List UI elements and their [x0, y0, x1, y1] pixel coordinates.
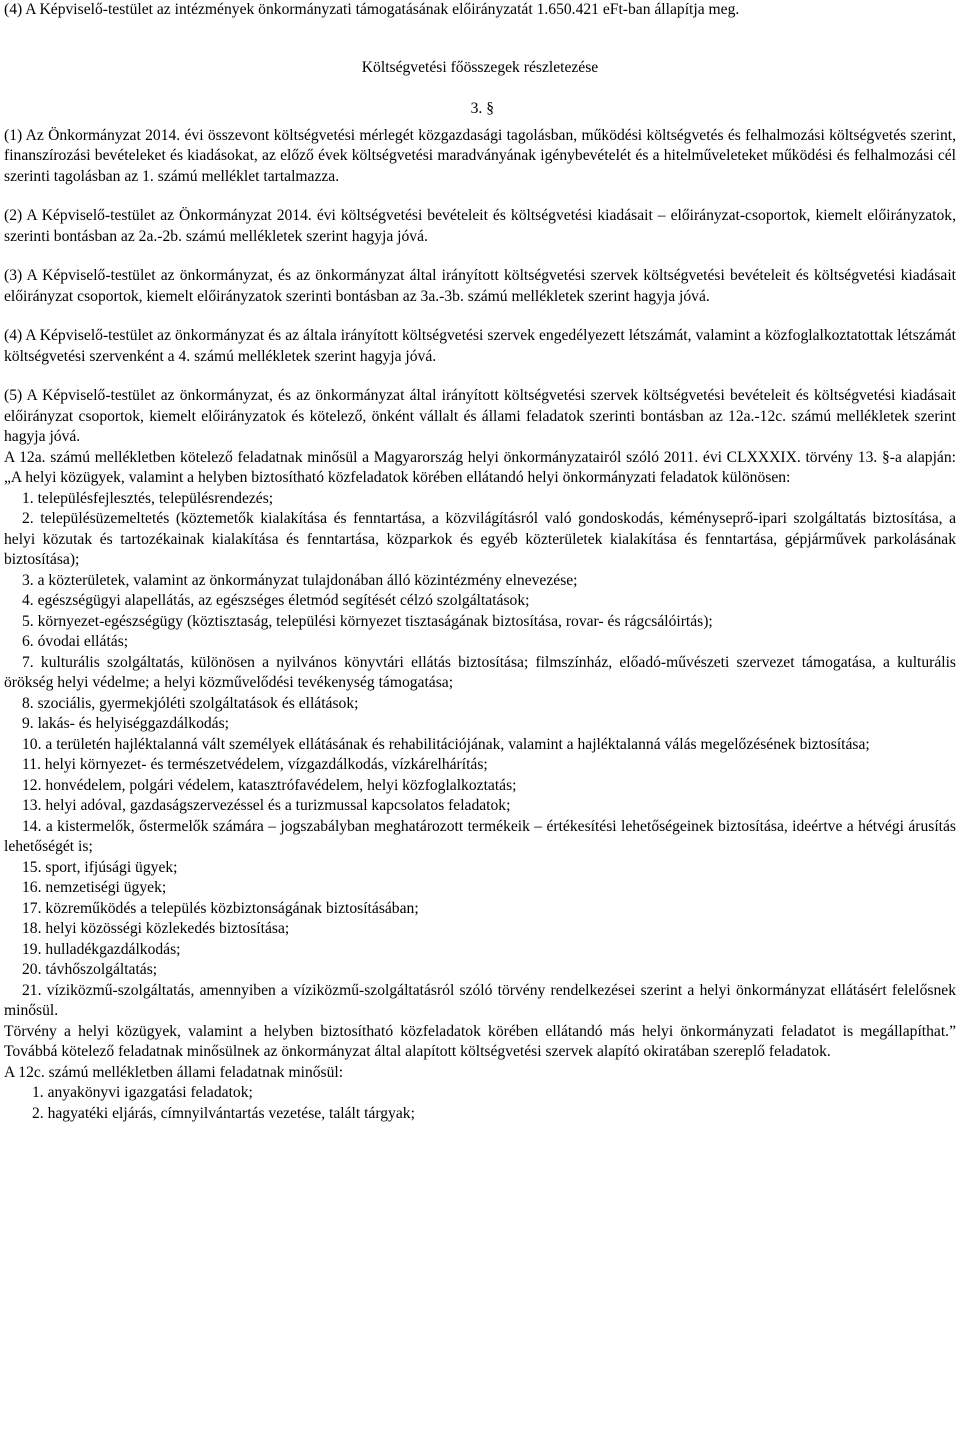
list-item: 7. kulturális szolgáltatás, különösen a nyilvános könyvtári ellátás biztosítása; filmszínház, előadó-művészeti szervezet támogatása, a kulturális örökség helyi védelme; a helyi közművelődési tevékenység támogatása;	[4, 653, 956, 691]
list-item: 19. hulladékgazdálkodás;	[22, 940, 181, 958]
list-item: 18. helyi közösségi közlekedés biztosítása;	[22, 920, 290, 937]
list-12c-intro: A 12c. számú mellékletben állami feladatnak minősül:	[4, 1063, 344, 1081]
list-item: 15. sport, ifjúsági ügyek;	[22, 858, 178, 876]
list-item: 21. víziközmű-szolgáltatás, amennyiben a víziközmű-szolgáltatásról szóló törvény rendelkezései szerint a helyi önkormányzat ellátásért felelősnek minősül.	[4, 981, 956, 1019]
paragraph-5-continued: A 12a. számú mellékletben kötelező feladatnak minősül a Magyarország helyi önkormányzatairól szóló 2011. évi CLXXXIX. törvény 13. §-a alapján: „A helyi közügyek, valamint a helyben biztosítható közfeladatok körében ellátandó helyi önkormányzati feladatok különösen:	[4, 448, 956, 486]
list-12c-item: 1. anyakönyvi igazgatási feladatok;	[32, 1084, 253, 1101]
list-item: 3. a közterületek, valamint az önkormányzat tulajdonában álló közintézmény elnevezése;	[22, 571, 578, 589]
list-item: 16. nemzetiségi ügyek;	[22, 879, 167, 896]
closing-paragraph: Törvény a helyi közügyek, valamint a helyben biztosítható közfeladatok körében ellátandó más helyi önkormányzati feladatot is megállapíthat.” Továbbá kötelező feladatnak minősülnek az önkormányzat által alapított költségvetési szervek alapító okiratában szereplő feladatok.	[4, 1022, 956, 1060]
list-item: 20. távhőszolgáltatás;	[22, 961, 158, 978]
paragraph-2: (2) A Képviselő-testület az Önkormányzat 2014. évi költségvetési bevételeit és költségvetési kiadásait – előirányzat-csoportok, kiemelt előirányzatok, szerinti bontásban az 2a.-2b. számú mellékletek szerint hagyja jóvá.	[4, 207, 956, 245]
list-item: 11. helyi környezet- és természetvédelem, vízgazdálkodás, vízkárelhárítás;	[22, 756, 488, 773]
list-item: 13. helyi adóval, gazdaságszervezéssel és a turizmussal kapcsolatos feladatok;	[22, 797, 511, 814]
section-number: 3. §	[470, 100, 494, 117]
paragraph-5: (5) A Képviselő-testület az önkormányzat, és az önkormányzat által irányított költségvetési szervek költségvetési bevételeit és költségvetési kiadásait előirányzat csoportok, kiemelt előirányzatok és kötelező, önként vállalt és állami feladatok szerinti bontásban az 12a.-12c. számú mellékletek szerint hagyja jóvá.	[4, 387, 956, 445]
list-item: 10. a területén hajléktalanná vált személyek ellátásának és rehabilitációjának, valamint a hajléktalanná válás megelőzésének biztosítása;	[22, 735, 870, 753]
list-12c-item: 2. hagyatéki eljárás, címnyilvántartás vezetése, talált tárgyak;	[32, 1104, 415, 1122]
paragraph-1: (1) Az Önkormányzat 2014. évi összevont költségvetési mérlegét közgazdasági tagolásban, működési költségvetés és felhalmozási költségvetés szerint, finanszírozási bevételeket és kiadásokat, az előző évek költségvetési maradványának igénybevételét és a hitelműveleteket működési és felhalmozási cél szerinti tagolásban az 1. számú melléklet tartalmazza.	[4, 126, 956, 185]
paragraph-3: (3) A Képviselő-testület az önkormányzat, és az önkormányzat által irányított költségvetési szervek költségvetési bevételeit és költségvetési kiadásait előirányzat csoportok, kiemelt előirányzatok szerinti bontásban az 3a.-3b. számú mellékletek szerint hagyja jóvá.	[4, 267, 956, 305]
list-item: 12. honvédelem, polgári védelem, katasztrófavédelem, helyi közfoglalkoztatás;	[22, 776, 517, 794]
list-item: 8. szociális, gyermekjóléti szolgáltatások és ellátások;	[22, 694, 359, 712]
list-item: 14. a kistermelők, őstermelők számára – jogszabályban meghatározott termékeik – értékesítési lehetőségeinek biztosítása, ideértve a hétvégi árusítás lehetőségét is;	[4, 817, 956, 855]
paragraph-4: (4) A Képviselő-testület az önkormányzat és az általa irányított költségvetési szervek engedélyezett létszámát, valamint a közfoglalkoztatottak létszámát költségvetési szervenként a 4. számú mellékletek szerint hagyja jóvá.	[4, 327, 956, 365]
list-item: 17. közreműködés a település közbiztonságának biztosításában;	[22, 899, 419, 917]
section-heading: Költségvetési főösszegek részletezése	[361, 58, 599, 76]
list-item: 1. településfejlesztés, településrendezés;	[22, 489, 274, 507]
list-item: 4. egészségügyi alapellátás, az egészséges életmód segítését célzó szolgáltatások;	[22, 592, 530, 609]
list-item: 6. óvodai ellátás;	[22, 633, 129, 650]
intro-paragraph: (4) A Képviselő-testület az intézmények önkormányzati támogatásának előirányzatát 1.650.421 eFt-ban állapítja meg.	[4, 1, 740, 18]
list-item: 5. környezet-egészségügy (köztisztaság, települési környezet tisztaságának biztosítása, rovar- és rágcsálóirtás);	[22, 612, 713, 630]
list-item: 9. lakás- és helyiséggazdálkodás;	[22, 715, 229, 732]
list-item: 2. településüzemeltetés (köztemetők kialakítása és fenntartása, a közvilágításról való gondoskodás, kéményseprő-ipari szolgáltatás biztosítása, a helyi közutak és tartozékainak kialakítása és fenntartása, közparkok és egyéb közterületek kialakítása és fenntartása, gépjárművek parkolásának biztosítása);	[4, 510, 956, 568]
